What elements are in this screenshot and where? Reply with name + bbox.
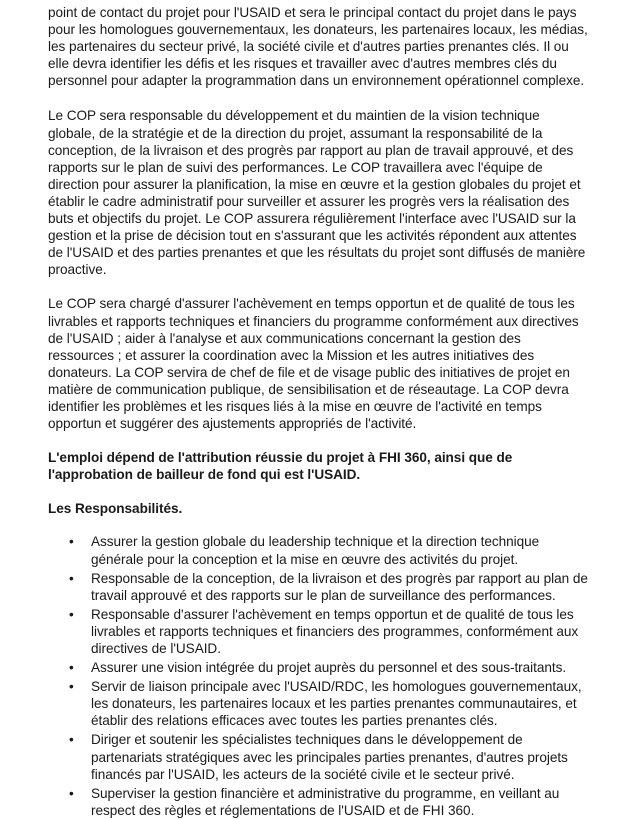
list-item [69,606,590,657]
paragraph-contact: point de contact du projet pour l'USAID et sera le principal contact du projet dans le pays pour les homologues gouvernementaux, les donateurs, les partenaires locaux, les médias, les partenaires du secteur privé, la société civile et d'autres parties prenantes clés. Il ou elle devra identifier les défis et les risques et travailler avec d'autres membres clés du personnel pour adapter la programmation dans un environnement opérationnel complexe. [48,5,588,89]
bullet-icon: • [69,534,74,550]
paragraph-deliverables: Le COP sera chargé d'assurer l'achèvement en temps opportun et de qualité de tous les livrables et rapports techniques et financiers du programme conformément aux directives de l'USAID ; aider à l'analyse et aux communications concernant la gestion des ressources ; et assurer la coordination avec la Mission et les autres initiatives des donateurs. La COP servira de chef de file et de visage public des initiatives de projet en matière de communication publique, de sensibilisation et de réseautage. La COP devra identifier les problèmes et les risques liés à la mise en œuvre de l'activité en temps opportun et suggérer des ajustements appropriés de l'activité. [48,296,579,432]
list-item-text: Servir de liaison principale avec l'USAID/RDC, les homologues gouvernementaux, les donateurs, les partenaires locaux et les parties prenantes communautaires, et établir des relations efficaces avec toutes les parties prenantes clés. [91,679,582,729]
bullet-icon: • [69,660,74,676]
bullet-icon: • [69,785,74,801]
list-item-text: Assurer une vision intégrée du projet auprès du personnel et des sous-traitants. [91,660,567,676]
paragraph-vision: Le COP sera responsable du développement et du maintien de la vision technique globale, de la stratégie et de la direction du projet, assumant la responsabilité de la conception, de la livraison et des progrès par rapport au plan de travail approuvé, et des rapports sur le plan de suivi des performances. Le COP travaillera avec l'équipe de direction pour assurer la planification, la mise en œuvre et la gestion globales du projet et établir le cadre administratif pour surveiller et assurer les progrès vers la réalisation des buts et objectifs du projet. Le COP assurera régulièrement l'interface avec l'USAID sur la gestion et la prise de décision tout en s'assurant que les activités répondent aux attentes de l'USAID et des parties prenantes et que les résultats du projet sont diffusés de manière proactive. [48,108,586,278]
list-item [69,678,590,729]
responsibilities-list [48,533,590,819]
list-item-text: Responsable d'assurer l'achèvement en temps opportun et de qualité de tous les livrables et rapports techniques et financiers des programmes, conformément aux directives de l'USAID. [91,606,579,656]
list-item [69,659,590,676]
list-item-text: Responsable de la conception, de la livraison et des progrès par rapport au plan de travail approuvé et des rapports sur le plan de surveillance des performances. [91,570,588,603]
bullet-icon: • [69,679,74,695]
bullet-icon: • [69,570,74,586]
list-item [69,731,590,782]
list-item-text: Assurer la gestion globale du leadership technique et la direction technique générale pour la conception et la mise en œuvre des activités du projet. [91,534,540,567]
responsibilities-heading: Les Responsabilités. [48,501,183,517]
list-item-text: Superviser la gestion financière et administrative du programme, en veillant au respect des règles et réglementations de l'USAID et de FHI 360. [91,785,560,818]
employment-notice: L'emploi dépend de l'attribution réussie du projet à FHI 360, ainsi que de l'approbation de bailleur de fond qui est l'USAID. [48,450,513,483]
bullet-icon: • [69,732,74,748]
list-item [69,785,590,819]
list-item-text: Diriger et soutenir les spécialistes techniques dans le développement de partenariats stratégiques avec les principales parties prenantes, d'autres projets financés par l'USAID, les acteurs de la société civile et le secteur privé. [91,732,568,782]
bullet-icon: • [69,606,74,622]
list-item [69,533,590,567]
list-item [69,570,590,604]
